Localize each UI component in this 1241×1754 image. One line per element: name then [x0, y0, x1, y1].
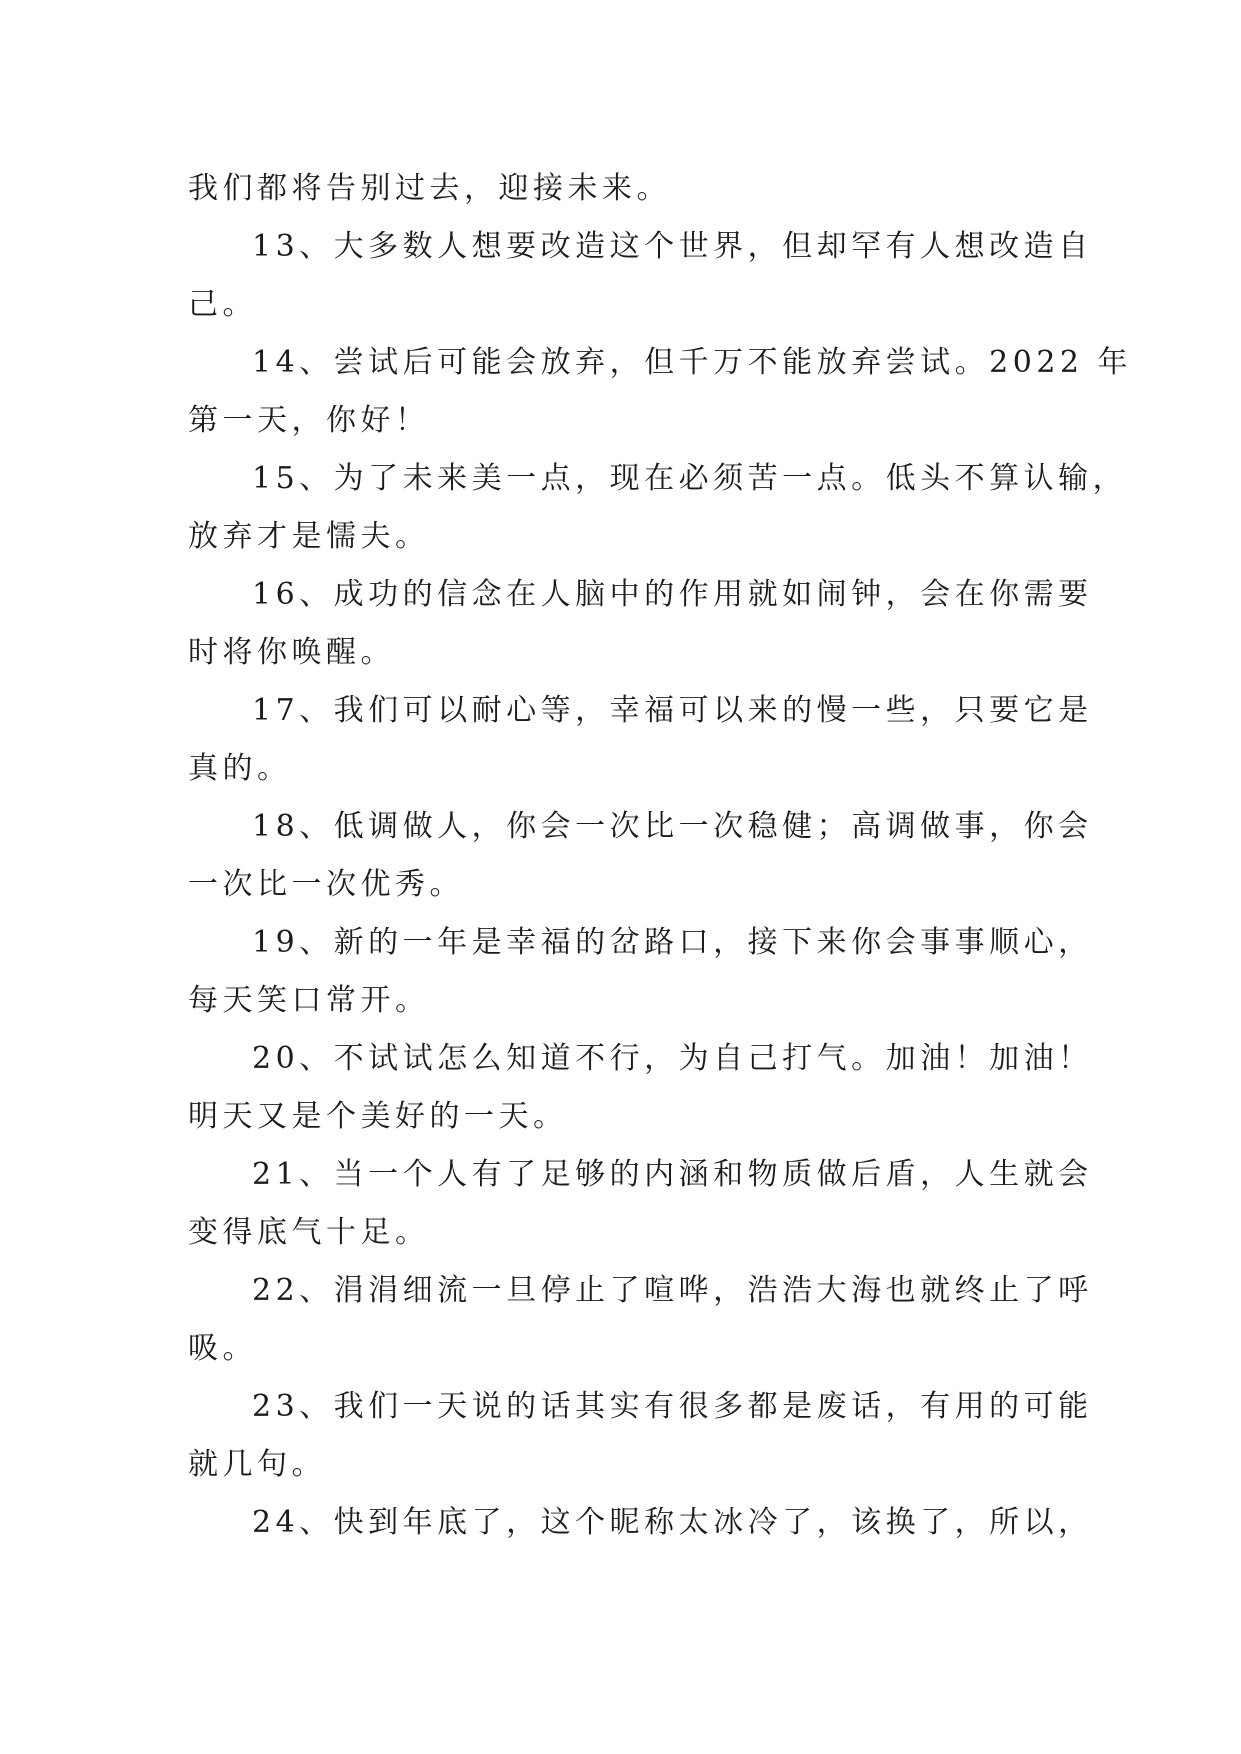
text-line: 吸。	[188, 1331, 257, 1366]
quote-item-16: 16、成功的信念在人脑中的作用就如闹钟，会在你需要	[252, 577, 1093, 612]
quote-item-17: 17、我们可以耐心等，幸福可以来的慢一些，只要它是	[252, 693, 1093, 728]
quote-item-19: 19、新的一年是幸福的岔路口，接下来你会事事顺心，	[252, 925, 1093, 960]
text-line: 就几句。	[188, 1447, 326, 1482]
quote-item-22: 22、涓涓细流一旦停止了喧哗，浩浩大海也就终止了呼	[252, 1273, 1093, 1308]
text-line: 一次比一次优秀。	[188, 867, 464, 902]
document-body	[188, 160, 1133, 1552]
text-line: 真的。	[188, 751, 292, 786]
quote-item-24: 24、快到年底了，这个昵称太冰冷了，该换了，所以，	[252, 1505, 1093, 1540]
quote-item-21: 21、当一个人有了足够的内涵和物质做后盾，人生就会	[252, 1157, 1093, 1192]
text-line: 我们都将告别过去，迎接未来。	[188, 171, 671, 206]
quote-item-13: 13、大多数人想要改造这个世界，但却罕有人想改造自	[252, 229, 1093, 264]
text-line: 变得底气十足。	[188, 1215, 430, 1250]
text-line: 己。	[188, 287, 257, 322]
text-line: 第一天，你好！	[188, 403, 430, 438]
text-line: 每天笑口常开。	[188, 983, 430, 1018]
quote-item-15: 15、为了未来美一点，现在必须苦一点。低头不算认输，	[252, 461, 1128, 496]
quote-item-14: 14、尝试后可能会放弃，但千万不能放弃尝试。2022 年	[252, 345, 1133, 380]
text-line: 时将你唤醒。	[188, 635, 395, 670]
quote-item-18: 18、低调做人，你会一次比一次稳健；高调做事，你会	[252, 809, 1093, 844]
text-line: 放弃才是懦夫。	[188, 519, 430, 554]
quote-item-20: 20、不试试怎么知道不行，为自己打气。加油！加油！	[252, 1041, 1093, 1076]
quote-item-23: 23、我们一天说的话其实有很多都是废话，有用的可能	[252, 1389, 1093, 1424]
text-line: 明天又是个美好的一天。	[188, 1099, 568, 1134]
